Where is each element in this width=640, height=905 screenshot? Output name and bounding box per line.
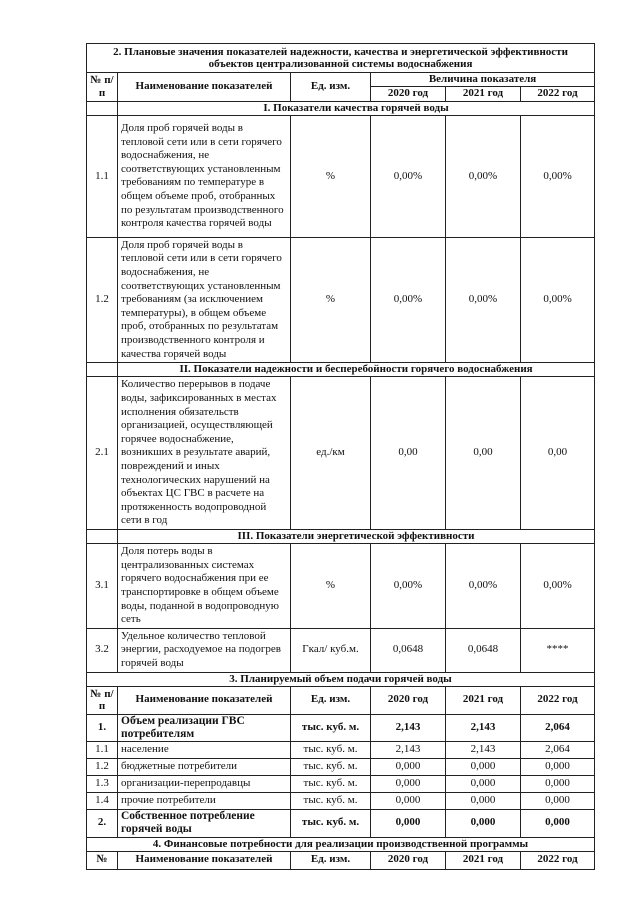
row-value-2022: 0,000 [521, 809, 595, 837]
group-title: II. Показатели надежности и бесперебойности горячего водоснабжения [118, 363, 595, 377]
row-unit: тыс. куб. м. [291, 714, 371, 741]
row-num: 3.1 [87, 544, 118, 629]
row-name: население [118, 741, 291, 758]
column-header-year: 2022 год [521, 851, 595, 869]
row-name: бюджетные потребители [118, 758, 291, 775]
row-value-2022: 2,064 [521, 714, 595, 741]
row-value-2022: 0,00% [521, 115, 595, 237]
row-value-2020: 0,000 [371, 809, 446, 837]
row-value-2022: 0,000 [521, 758, 595, 775]
row-value-2021: 0,000 [446, 809, 521, 837]
row-num: 1.4 [87, 792, 118, 809]
row-value-2020: 0,00 [371, 377, 446, 530]
table-row [87, 775, 595, 792]
column-header-unit: Ед. изм. [291, 73, 371, 102]
row-value-2022: 0,00% [521, 544, 595, 629]
column-header-year: 2020 год [371, 686, 446, 714]
table-row [87, 237, 595, 362]
row-name: организации-перепродавцы [118, 775, 291, 792]
column-header-year: 2021 год [446, 851, 521, 869]
row-value-2020: 0,00% [371, 237, 446, 362]
row-num: 1.1 [87, 115, 118, 237]
row-value-2021: 2,143 [446, 741, 521, 758]
row-num: 1. [87, 714, 118, 741]
section3-title: 3. Планируемый объем подачи горячей воды [87, 672, 595, 686]
row-unit: % [291, 544, 371, 629]
section2-title: 2. Плановые значения показателей надежности, качества и энергетической эффективности объектов централизованной системы водоснабжения [87, 44, 595, 73]
row-value-2020: 0,0648 [371, 628, 446, 672]
column-header-year: 2020 год [371, 87, 446, 101]
column-header-num: № п/п [87, 73, 118, 102]
column-header-name: Наименование показателей [118, 686, 291, 714]
column-header-value-group: Величина показателя [371, 73, 595, 87]
row-unit: ед./км [291, 377, 371, 530]
row-value-2020: 0,00% [371, 544, 446, 629]
table-row [87, 628, 595, 672]
row-name: Удельное количество тепловой энергии, расходуемое на подогрев горячей воды [118, 628, 291, 672]
row-value-2020: 2,143 [371, 714, 446, 741]
group-title: III. Показатели энергетической эффективности [118, 530, 595, 544]
row-value-2022: 2,064 [521, 741, 595, 758]
row-value-2021: 0,000 [446, 758, 521, 775]
row-unit: тыс. куб. м. [291, 775, 371, 792]
row-value-2022: 0,000 [521, 792, 595, 809]
row-name: Доля потерь воды в централизованных системах горячего водоснабжения при ее транспортировке в общем объеме воды, поданной в водопроводную сеть [118, 544, 291, 629]
row-value-2021: 0,00 [446, 377, 521, 530]
row-value-2021: 0,000 [446, 792, 521, 809]
row-num: 2.1 [87, 377, 118, 530]
row-value-2022: 0,00 [521, 377, 595, 530]
row-value-2021: 0,00% [446, 544, 521, 629]
row-unit: % [291, 237, 371, 362]
row-value-2021: 0,0648 [446, 628, 521, 672]
table-row [87, 544, 595, 629]
row-unit: % [291, 115, 371, 237]
row-num: 2. [87, 809, 118, 837]
table-row [87, 809, 595, 837]
row-unit: тыс. куб. м. [291, 758, 371, 775]
row-name: Доля проб горячей воды в тепловой сети или в сети горячего водоснабжения, не соответствующих установленным требованиям (за исключением температуры), в общем объеме проб, отобранных по результатам производственного контроля и качества горячей воды [118, 237, 291, 362]
column-header-name: Наименование показателей [118, 73, 291, 102]
row-num: 1.2 [87, 237, 118, 362]
row-value-2020: 0,00% [371, 115, 446, 237]
column-header-unit: Ед. изм. [291, 851, 371, 869]
row-name: Собственное потребление горячей воды [118, 809, 291, 837]
row-num: 3.2 [87, 628, 118, 672]
row-value-2020: 0,000 [371, 775, 446, 792]
column-header-year: 2022 год [521, 87, 595, 101]
row-name: прочие потребители [118, 792, 291, 809]
column-header-num: № [87, 851, 118, 869]
row-name: Объем реализации ГВС потребителям [118, 714, 291, 741]
row-value-2021: 0,00% [446, 115, 521, 237]
row-value-2020: 2,143 [371, 741, 446, 758]
row-value-2021: 0,00% [446, 237, 521, 362]
table-row [87, 377, 595, 530]
table-row [87, 714, 595, 741]
column-header-year: 2022 год [521, 686, 595, 714]
column-header-unit: Ед. изм. [291, 686, 371, 714]
row-unit: тыс. куб. м. [291, 792, 371, 809]
row-num: 1.2 [87, 758, 118, 775]
row-num: 1.1 [87, 741, 118, 758]
section4-title: 4. Финансовые потребности для реализации производственной программы [87, 837, 595, 851]
document-table [86, 43, 595, 870]
row-name: Количество перерывов в подаче воды, зафиксированных в местах исполнения обязательств организацией, осуществляющей горячее водоснабжение, возникших в результате аварий, повреждений и иных технологических нарушений на объектах ЦС ГВС в расчете на протяженность водопроводной сети в год [118, 377, 291, 530]
column-header-num: № п/п [87, 686, 118, 714]
row-value-2022: 0,00% [521, 237, 595, 362]
row-value-2022: **** [521, 628, 595, 672]
column-header-name: Наименование показателей [118, 851, 291, 869]
row-value-2020: 0,000 [371, 792, 446, 809]
table-row [87, 115, 595, 237]
row-value-2020: 0,000 [371, 758, 446, 775]
column-header-year: 2020 год [371, 851, 446, 869]
row-unit: Гкал/ куб.м. [291, 628, 371, 672]
column-header-year: 2021 год [446, 686, 521, 714]
table-row [87, 792, 595, 809]
row-value-2021: 0,000 [446, 775, 521, 792]
row-unit: тыс. куб. м. [291, 741, 371, 758]
group-title: I. Показатели качества горячей воды [118, 101, 595, 115]
table-row [87, 758, 595, 775]
table-row [87, 741, 595, 758]
row-unit: тыс. куб. м. [291, 809, 371, 837]
column-header-year: 2021 год [446, 87, 521, 101]
row-value-2022: 0,000 [521, 775, 595, 792]
row-value-2021: 2,143 [446, 714, 521, 741]
row-num: 1.3 [87, 775, 118, 792]
row-name: Доля проб горячей воды в тепловой сети или в сети горячего водоснабжения, не соответствующих установленным требованиям по температуре в общем объеме проб, отобранных по результатам производственного контроля качества горячей воды [118, 115, 291, 237]
